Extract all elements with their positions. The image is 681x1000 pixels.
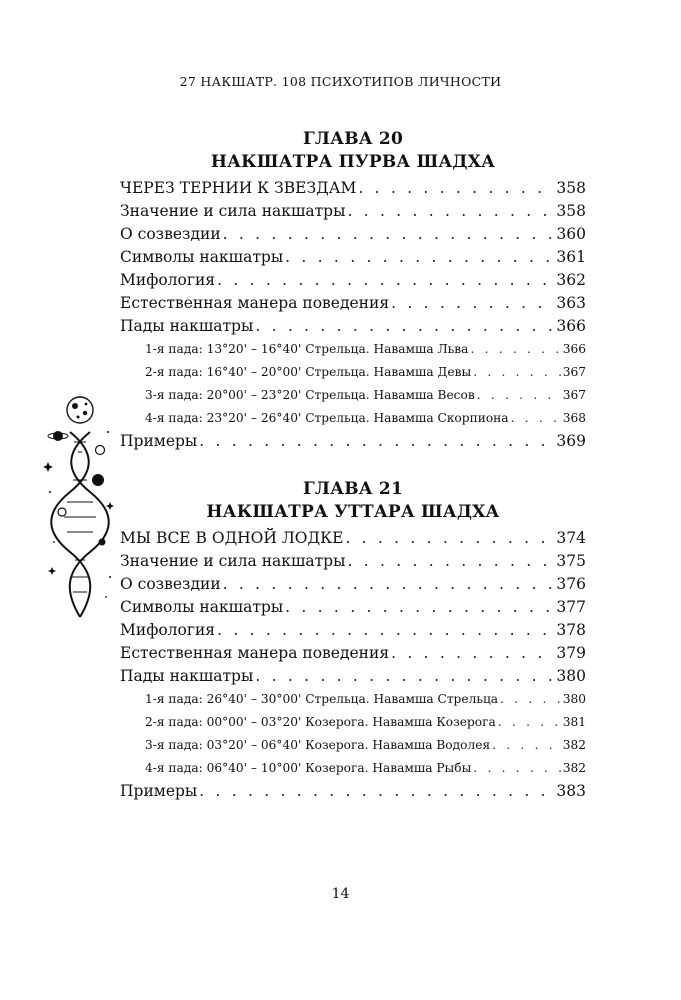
chapter-21 [120,478,586,803]
toc-label: Значение и сила накшатры [120,552,346,570]
leader-dots [473,757,560,780]
chapter-title: НАКШАТРА УТТАРА ШАДХА [206,502,500,522]
toc-label: Естественная манера поведения [120,644,390,662]
chapter-number: ГЛАВА 21 [302,479,403,499]
leader-dots [511,407,561,430]
toc-page: 366 [556,317,586,335]
toc-label: МЫ ВСЕ В ОДНОЙ ЛОДКЕ [120,529,344,547]
toc-entry[interactable] [120,223,586,246]
toc-page: 367 [562,365,586,379]
leader-dots [347,200,554,223]
toc-label: О созвездии [120,225,221,243]
leader-dots [358,177,554,200]
toc-label: 3-я пада: 03°20' – 06°40' Козерога. Навамша Водолея [145,738,491,752]
toc-label: Пады накшатры [120,317,254,335]
leader-dots [391,642,554,665]
toc-page: 374 [556,529,586,547]
toc-page: 368 [562,411,586,425]
leader-dots [199,430,554,453]
leader-dots [477,384,561,407]
toc-entry[interactable] [120,596,586,619]
toc-entry[interactable] [120,573,586,596]
chapter-number: ГЛАВА 20 [302,129,403,149]
leader-dots [285,246,554,269]
toc-page: 366 [562,342,586,356]
leader-dots [498,711,561,734]
toc-entry[interactable] [120,315,586,338]
toc-page: 380 [556,667,586,685]
toc-page: 380 [562,692,586,706]
toc-page: 382 [562,738,586,752]
toc-label: 1-я пада: 13°20' – 16°40' Стрельца. Навамша Льва [145,342,469,356]
toc-page: 378 [556,621,586,639]
toc-page: 379 [556,644,586,662]
toc-page: 360 [556,225,586,243]
toc-page: 358 [556,202,586,220]
toc-page: 376 [556,575,586,593]
toc-page: 375 [556,552,586,570]
toc-label: 4-я пада: 06°40' – 10°00' Козерога. Навамша Рыбы [145,761,472,775]
toc-page: 362 [556,271,586,289]
leader-dots [391,292,554,315]
leader-dots [223,223,555,246]
toc-label: Примеры [120,782,198,800]
leader-dots [500,688,561,711]
toc-subentry[interactable] [120,688,586,711]
chapter-title: НАКШАТРА ПУРВА ШАДХА [210,152,496,172]
toc-label: Примеры [120,432,198,450]
toc-label: ЧЕРЕЗ ТЕРНИИ К ЗВЕЗДАМ [120,179,357,197]
toc-subentry[interactable] [120,734,586,757]
toc-label: 2-я пада: 16°40' – 20°00' Стрельца. Навамша Девы [145,365,472,379]
toc-label: Мифология [120,621,216,639]
toc-page: 358 [556,179,586,197]
toc-label: Символы накшатры [120,598,284,616]
leader-dots [285,596,554,619]
toc-entry[interactable] [120,619,586,642]
toc-page: 381 [562,715,586,729]
toc-subentry[interactable] [120,384,586,407]
toc-subentry[interactable] [120,711,586,734]
running-header: 27 НАКШАТР. 108 ПСИХОТИПОВ ЛИЧНОСТИ [179,74,502,89]
leader-dots [492,734,561,757]
toc-page: 383 [556,782,586,800]
toc-entry[interactable] [120,269,586,292]
toc-label: 1-я пада: 26°40' – 30°00' Стрельца. Навамша Стрельца [145,692,499,706]
leader-dots [223,573,555,596]
cosmic-dna-icon [40,392,120,622]
toc-entry[interactable] [120,665,586,688]
leader-dots [217,269,554,292]
chapter-20 [120,128,586,453]
leader-dots [255,315,554,338]
toc-subentry[interactable] [120,757,586,780]
toc-label: Пады накшатры [120,667,254,685]
toc-entry[interactable] [120,200,586,223]
toc-label: Мифология [120,271,216,289]
toc-label: Символы накшатры [120,248,284,266]
page-number: 14 [331,886,350,902]
toc-label: 4-я пада: 23°20' – 26°40' Стрельца. Навамша Скорпиона [145,411,509,425]
toc-entry[interactable] [120,780,586,803]
toc-subentry[interactable] [120,338,586,361]
leader-dots [347,550,554,573]
leader-dots [473,361,561,384]
leader-dots [345,527,554,550]
toc-page: 382 [562,761,586,775]
toc-entry[interactable] [120,642,586,665]
leader-dots [470,338,560,361]
toc-label: 2-я пада: 00°00' – 03°20' Козерога. Навамша Козерога [145,715,496,729]
leader-dots [255,665,554,688]
toc-entry[interactable] [120,527,586,550]
toc-entry[interactable] [120,177,586,200]
toc-page: 369 [556,432,586,450]
leader-dots [199,780,554,803]
toc-label: О созвездии [120,575,221,593]
leader-dots [217,619,554,642]
toc-page: 363 [556,294,586,312]
toc-entry[interactable] [120,430,586,453]
toc-entry[interactable] [120,292,586,315]
toc-label: Естественная манера поведения [120,294,390,312]
toc-subentry[interactable] [120,361,586,384]
toc-entry[interactable] [120,246,586,269]
toc-subentry[interactable] [120,407,586,430]
toc-label: Значение и сила накшатры [120,202,346,220]
toc-entry[interactable] [120,550,586,573]
toc-page: 377 [556,598,586,616]
toc-page: 367 [562,388,586,402]
toc-page: 361 [556,248,586,266]
toc-label: 3-я пада: 20°00' – 23°20' Стрельца. Навамша Весов [145,388,475,402]
